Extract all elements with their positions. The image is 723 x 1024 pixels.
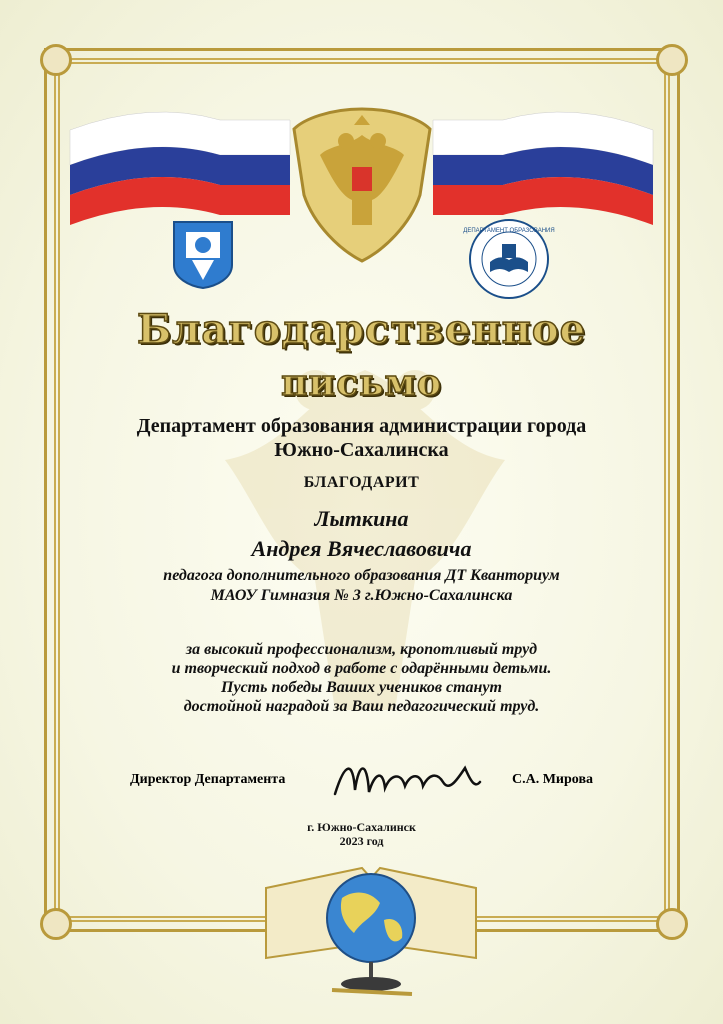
recipient-given-name: Андрея Вячеславовича: [251, 536, 472, 561]
issue-place-date: [0, 820, 723, 848]
position-line: педагога дополнительного образования ДТ Кванториум: [163, 567, 560, 584]
department-name: Департамент образования администрации города Южно-Сахалинска: [136, 415, 587, 461]
city-emblem-icon: [172, 220, 234, 290]
handwritten-signature: [325, 752, 485, 802]
reason-line: за высокий профессионализм, кропотливый труд: [185, 641, 538, 658]
position-line: МАОУ Гимназия № 3 г.Южно-Сахалинска: [210, 587, 513, 604]
svg-text:ДЕПАРТАМЕНТ ОБРАЗОВАНИЯ: ДЕПАРТАМЕНТ ОБРАЗОВАНИЯ: [463, 228, 555, 234]
reason-line: достойной наградой за Ваш педагогический труд.: [183, 698, 540, 715]
recipient-surname: Лыткина: [314, 506, 409, 531]
certificate-title-line1: Благодарственное: [136, 306, 587, 353]
recipient-name: [0, 504, 723, 564]
department-logo-icon: [463, 218, 555, 300]
issue-year: 2023 год: [339, 834, 384, 848]
globe-icon: [262, 848, 480, 998]
recipient-position: [0, 566, 723, 606]
reason-text: [0, 640, 723, 716]
corner-ornament: [40, 908, 72, 940]
corner-ornament: [40, 44, 72, 76]
reason-line: Пусть победы Ваших учеников станут: [221, 679, 502, 696]
signatory-title: Директор Департамента: [130, 772, 286, 787]
corner-ornament: [656, 908, 688, 940]
thanks-word: БЛАГОДАРИТ: [303, 474, 420, 491]
russian-coat-of-arms-icon: [290, 105, 434, 265]
issue-city: г. Южно-Сахалинск: [307, 820, 416, 834]
reason-line: и творческий подход в работе с одарёнными детьми.: [171, 660, 552, 677]
signatory-name: С.А. Мирова: [512, 772, 593, 787]
corner-ornament: [656, 44, 688, 76]
certificate-title-line2: письмо: [281, 362, 442, 404]
